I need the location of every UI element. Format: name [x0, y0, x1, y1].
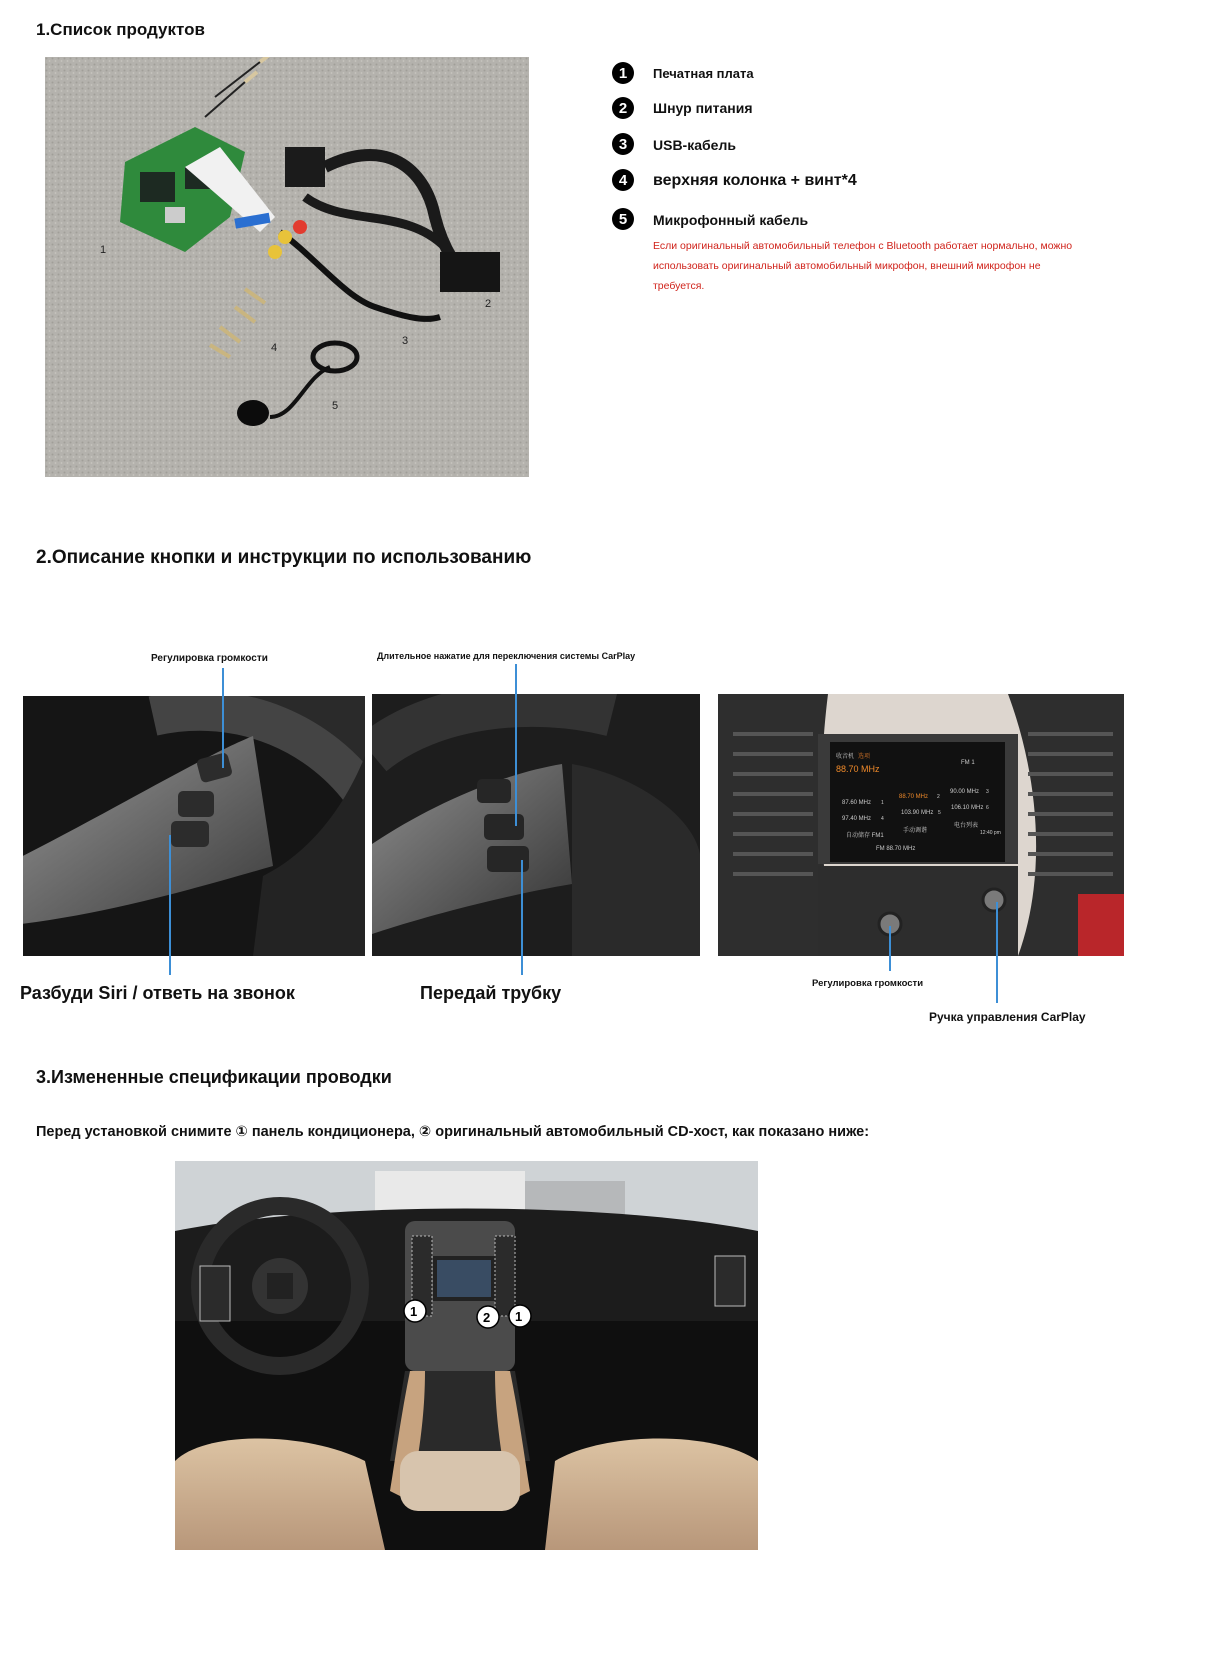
- photo-label-4: 4: [271, 342, 278, 354]
- section3-title: 3.Измененные спецификации проводки: [36, 1067, 392, 1087]
- radio-frequency: 88.70 MHz: [836, 764, 880, 774]
- item-label-1: Печатная плата: [653, 66, 754, 81]
- radio-preset-4: 97.40 MHz: [842, 816, 872, 822]
- radio-preset-num-2: 2: [937, 794, 940, 800]
- radio-band: FM 1: [961, 760, 975, 766]
- photo-label-2: 2: [485, 298, 492, 310]
- section1-title: 1.Список продуктов: [36, 20, 205, 39]
- callout-line-longpress: [515, 664, 517, 826]
- item-label-2: Шнур питания: [653, 100, 753, 116]
- item-label-4: верхняя колонка + винт*4: [653, 172, 857, 189]
- item-number-2: 2: [612, 97, 634, 119]
- steering-photo-left: [23, 696, 365, 956]
- radio-preset-num-5: 5: [938, 810, 941, 816]
- radio-manual-tune: 手动调谐: [903, 828, 928, 834]
- item-number-4: 4: [612, 169, 634, 191]
- radio-preset-num-3: 3: [986, 789, 989, 795]
- item-number-1: 1: [612, 62, 634, 84]
- callout-line-volume-top: [222, 668, 224, 768]
- section2-title: 2.Описание кнопки и инструкции по использованию: [36, 547, 532, 568]
- photo-label-3: 3: [402, 335, 409, 347]
- radio-station-list: 电台列表: [954, 823, 979, 829]
- radio-autostore: 自动储存 FM1: [846, 833, 884, 839]
- caption-hangup: Передай трубку: [420, 983, 562, 1003]
- steering-photo-right: [372, 694, 700, 956]
- radio-display-illustration: [718, 694, 1124, 956]
- radio-tab-2: 选项: [858, 754, 871, 760]
- radio-preset-num-4: 4: [881, 816, 884, 822]
- radio-time: 12:40 pm: [980, 830, 1001, 836]
- marker-ac-panel-left: 1: [410, 1304, 418, 1319]
- car-interior-photo: [175, 1161, 758, 1550]
- console-photo: [718, 694, 1124, 956]
- callout-line-volume-bottom: [889, 926, 891, 971]
- photo-label-1: 1: [100, 244, 107, 256]
- radio-preset-6: 106.10 MHz: [951, 805, 984, 811]
- caption-volume-top: Регулировка громкости: [151, 653, 268, 664]
- callout-line-siri: [169, 835, 171, 975]
- removal-instruction: Перед установкой снимите ① панель кондиционера, ② оригинальный автомобильный CD-хост, как показано ниже:: [36, 1124, 870, 1140]
- item-number-3: 3: [612, 133, 634, 155]
- marker-cd-host: 2: [483, 1310, 491, 1325]
- marker-ac-panel-right: 1: [515, 1309, 523, 1324]
- item-label-3: USB-кабель: [653, 137, 736, 153]
- callout-line-hangup: [521, 860, 523, 975]
- product-photo: [45, 57, 529, 477]
- radio-tab-1: 收音机: [836, 754, 855, 760]
- caption-siri-answer: Разбуди Siri / ответь на звонок: [20, 983, 295, 1003]
- product-photo-illustration: [45, 57, 529, 477]
- radio-preset-3: 90.00 MHz: [950, 789, 980, 795]
- item-label-5: Микрофонный кабель: [653, 212, 809, 228]
- radio-status: FM 88.70 MHz: [876, 846, 916, 852]
- item-number-5: 5: [612, 208, 634, 230]
- photo-label-5: 5: [332, 400, 339, 412]
- radio-preset-5: 103.90 MHz: [901, 810, 934, 816]
- bluetooth-note: Если оригинальный автомобильный телефон с Bluetooth работает нормально, можно использовать оригинальный автомобильный микрофон, внешний микрофон не требуется.: [653, 240, 1073, 292]
- radio-preset-1: 87.60 MHz: [842, 800, 872, 806]
- car-interior-illustration: [175, 1161, 758, 1550]
- radio-preset-num-1: 1: [881, 800, 884, 806]
- radio-preset-2: 88.70 MHz: [899, 794, 929, 800]
- caption-longpress-carplay: Длительное нажатие для переключения системы CarPlay: [377, 651, 636, 661]
- radio-preset-num-6: 6: [986, 805, 989, 811]
- caption-carplay-knob: Ручка управления CarPlay: [929, 1010, 1086, 1024]
- callout-line-knob: [996, 902, 998, 1003]
- caption-volume-bottom: Регулировка громкости: [812, 978, 924, 989]
